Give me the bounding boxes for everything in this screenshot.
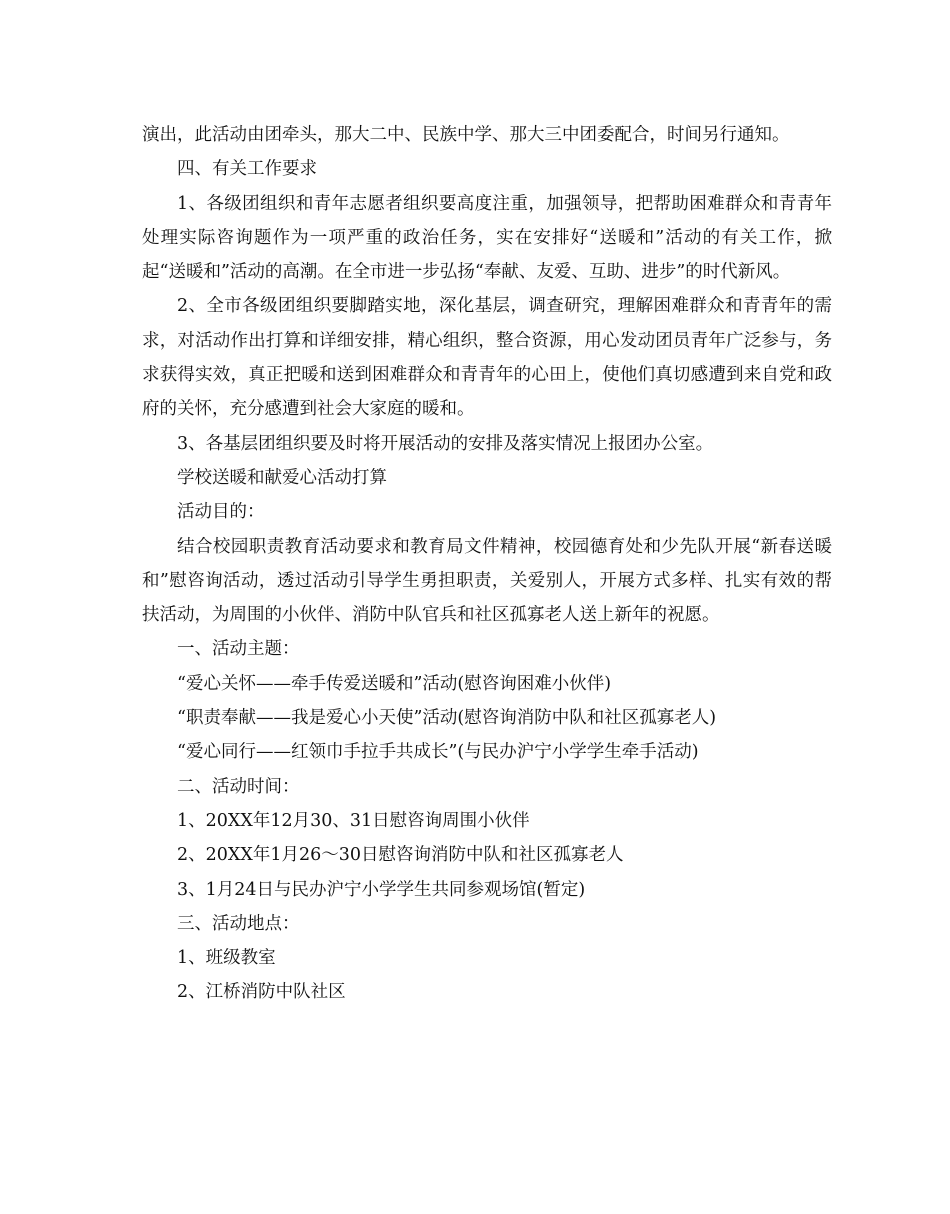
paragraph-performance-note: 演出，此活动由团牵头，那大二中、民族中学、那大三中团委配合，时间另行通知。 [142,125,790,145]
document-subtitle: 学校送暖和献爱心活动打算 [177,467,387,488]
theme-item-3: “爱心同行——红领巾手拉手共成长”(与民办沪宁小学学生牵手活动) [177,742,699,763]
paragraph-requirement-3: 3、各基层团组织要及时将开展活动的安排及落实情况上报团办公室。 [177,433,714,454]
time-item-3: 3、1月24日与民办沪宁小学学生共同参观场馆(暂定) [177,879,586,900]
time-item-2: 2、20XX年1月26～30日慰咨询消防中队和社区孤寡老人 [177,845,624,866]
paragraph-requirement-1: 1、各级团组织和青年志愿者组织要高度注重，加强领导，把帮助困难群众和青青年处理实际咨询题作为一项严重的政治任务，实在安排好“送暖和”活动的有关工作，掀起“送暖和”活动的高潮。在全市进一步弘扬“奉献、友爱、互助、进步”的时代新风。 [142,193,832,283]
activity-theme-heading: 一、活动主题： [177,639,300,660]
activity-purpose-text: 结合校园职责教育活动要求和教育局文件精神，校园德育处和少先队开展“新春送暖和”慰咨询活动，透过活动引导学生勇担职责，关爱别人，开展方式多样、扎实有效的帮扶活动，为周围的小伙伴、消防中队官兵和社区孤寡老人送上新年的祝愿。 [142,536,832,626]
location-item-1: 1、班级教室 [177,948,276,969]
time-item-1: 1、20XX年12月30、31日慰咨询周围小伙伴 [177,810,530,831]
location-item-2: 2、江桥消防中队社区 [177,982,346,1003]
activity-purpose-heading: 活动目的： [177,502,265,523]
paragraph-requirement-2: 2、全市各级团组织要脚踏实地，深化基层，调查研究，理解困难群众和青青年的需求，对活动作出打算和详细安排，精心组织，整合资源，用心发动团员青年广泛参与，务求获得实效，真正把暖和送到困难群众和青青年的心田上，使他们真切感遭到来自党和政府的关怀，充分感遭到社会大家庭的暖和。 [142,296,832,420]
activity-location-heading: 三、活动地点： [177,913,300,934]
theme-item-2: “职责奉献——我是爱心小天使”活动(慰咨询消防中队和社区孤寡老人) [177,708,717,729]
theme-item-1: “爱心关怀——牵手传爱送暖和”活动(慰咨询困难小伙伴) [177,673,612,694]
document-body [142,118,832,1010]
activity-time-heading: 二、活动时间： [177,776,300,797]
section-heading-work-requirements: 四、有关工作要求 [177,159,317,180]
